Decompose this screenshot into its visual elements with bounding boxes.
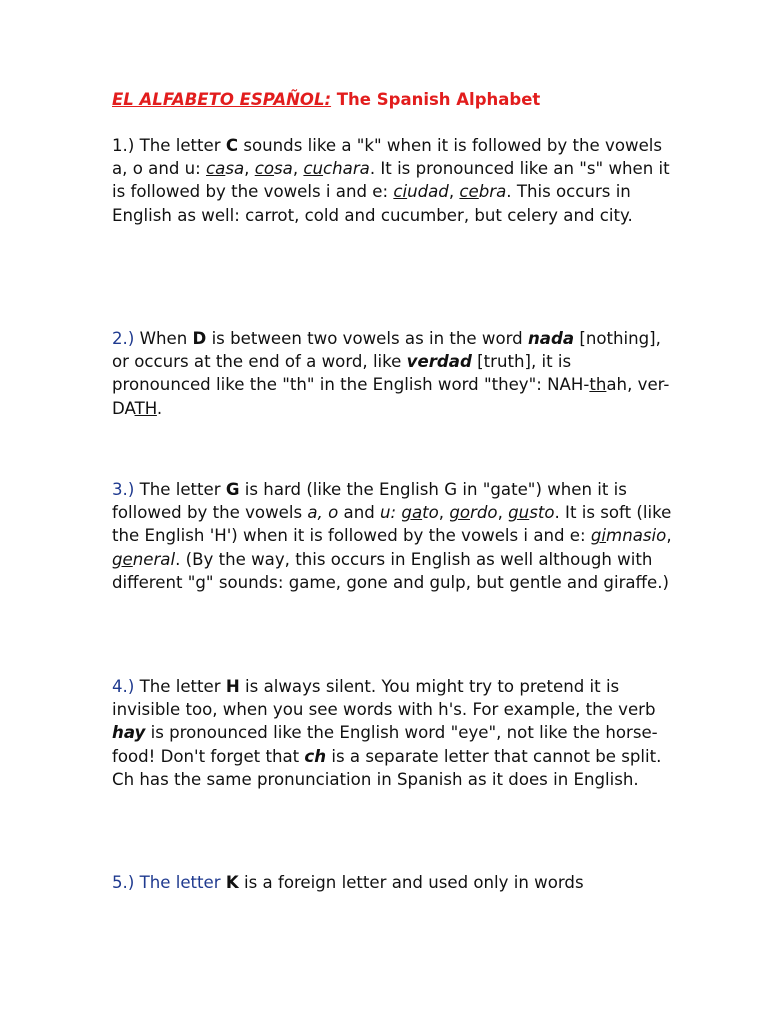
example-word: nada — [527, 329, 575, 348]
separator: , — [292, 159, 304, 179]
example-word — [591, 526, 666, 545]
example-word — [255, 159, 293, 178]
text: sa — [225, 159, 245, 179]
paragraph-number: 3.) — [112, 480, 135, 499]
paragraph-2 — [112, 327, 672, 420]
vowels: a, o — [307, 503, 339, 523]
text: When — [134, 329, 193, 348]
example-word: ch — [304, 746, 327, 766]
separator: , — [244, 159, 255, 179]
separator: , — [497, 503, 509, 523]
example-word — [303, 159, 369, 178]
paragraph-number: 1.) — [112, 136, 135, 155]
text: ah, ver-DA — [112, 375, 670, 418]
example-word — [401, 503, 438, 522]
letter: D — [192, 329, 207, 348]
text: . (By the way, this occurs in English as well although with different "g" sounds: game, gone and gulp, but gentle and giraffe.) — [112, 549, 669, 592]
text: rdo — [470, 503, 498, 523]
text: The letter — [134, 480, 226, 499]
example-word — [508, 503, 554, 522]
example-word — [393, 182, 449, 201]
text: is a separate letter that cannot be split. Ch has the same pronunciation in Spanish as it does in English. — [112, 746, 662, 789]
text: mnasio — [606, 526, 667, 546]
text: . — [156, 398, 163, 418]
text: [truth], it is pronounced like the "th" in the English word "they": NAH- — [112, 352, 590, 395]
separator: , — [448, 182, 460, 202]
text: udad — [407, 182, 449, 202]
underlined-part: gu — [508, 503, 530, 523]
example-word: hay — [112, 723, 146, 743]
title-spanish: EL ALFABETO ESPAÑOL: — [112, 90, 332, 109]
letter: H — [225, 677, 240, 696]
underlined-part: co — [254, 159, 274, 179]
underlined-part: ca — [206, 159, 226, 179]
underlined-part: cu — [303, 159, 324, 179]
example-word: verdad — [406, 352, 472, 372]
text: The letter — [134, 873, 226, 892]
paragraph-4 — [112, 675, 672, 791]
text: is between two vowels as in the word — [206, 329, 528, 348]
text: [nothing], or occurs at the end of a word, like — [112, 329, 661, 372]
paragraph-5 — [112, 871, 672, 894]
text: bra — [478, 182, 507, 202]
text: is always silent. You might try to pretend it is invisible too, when you see words with h's. For example, the verb — [112, 677, 656, 720]
paragraph-number: 2.) — [112, 329, 135, 348]
vowels: u: — [380, 503, 402, 523]
title-english: The Spanish Alphabet — [331, 90, 541, 109]
text: sto — [529, 503, 555, 523]
paragraph-number: 4.) — [112, 677, 135, 696]
separator: , — [666, 526, 672, 546]
text: . It is soft (like the English 'H') when it is followed by the vowels i and e: — [112, 503, 672, 546]
text: sa — [274, 159, 293, 179]
page-title — [112, 90, 732, 109]
example-word — [459, 182, 506, 201]
text: neral — [132, 549, 176, 569]
text: The letter — [134, 136, 226, 155]
paragraph-number: 5.) — [112, 873, 135, 892]
underlined-part: ga — [401, 503, 423, 523]
paragraph-1 — [112, 134, 672, 227]
example-word — [449, 503, 497, 522]
text: to — [422, 503, 439, 523]
underlined-part: TH — [134, 398, 157, 418]
text: chara — [323, 159, 370, 179]
letter: G — [225, 480, 240, 499]
letter: K — [225, 873, 239, 892]
underlined-part: th — [589, 375, 607, 395]
text: The letter — [134, 677, 226, 696]
separator: , — [438, 503, 450, 523]
example-word — [206, 159, 244, 178]
text: is pronounced like the English word "eye", not like the horse-food! Don't forget that — [112, 723, 658, 766]
text: sounds like a "k" when it is followed by the vowels a, o and u: — [112, 136, 663, 179]
text: is a foreign letter and used only in words — [238, 873, 584, 892]
text: . It is pronounced like an "s" when it is followed by the vowels i and e: — [112, 159, 670, 202]
example-word — [112, 550, 175, 569]
letter: C — [225, 136, 239, 155]
text: and — [338, 503, 381, 523]
text: . This occurs in English as well: carrot, cold and cucumber, but celery and city. — [112, 182, 633, 225]
underlined-part: ci — [393, 182, 408, 202]
underlined-part: ce — [459, 182, 479, 202]
underlined-part: ge — [112, 549, 133, 569]
underlined-part: go — [449, 503, 471, 523]
text: is hard (like the English G in "gate") when it is followed by the vowels — [112, 480, 627, 523]
underlined-part: gi — [590, 526, 607, 546]
paragraph-3 — [112, 478, 672, 594]
